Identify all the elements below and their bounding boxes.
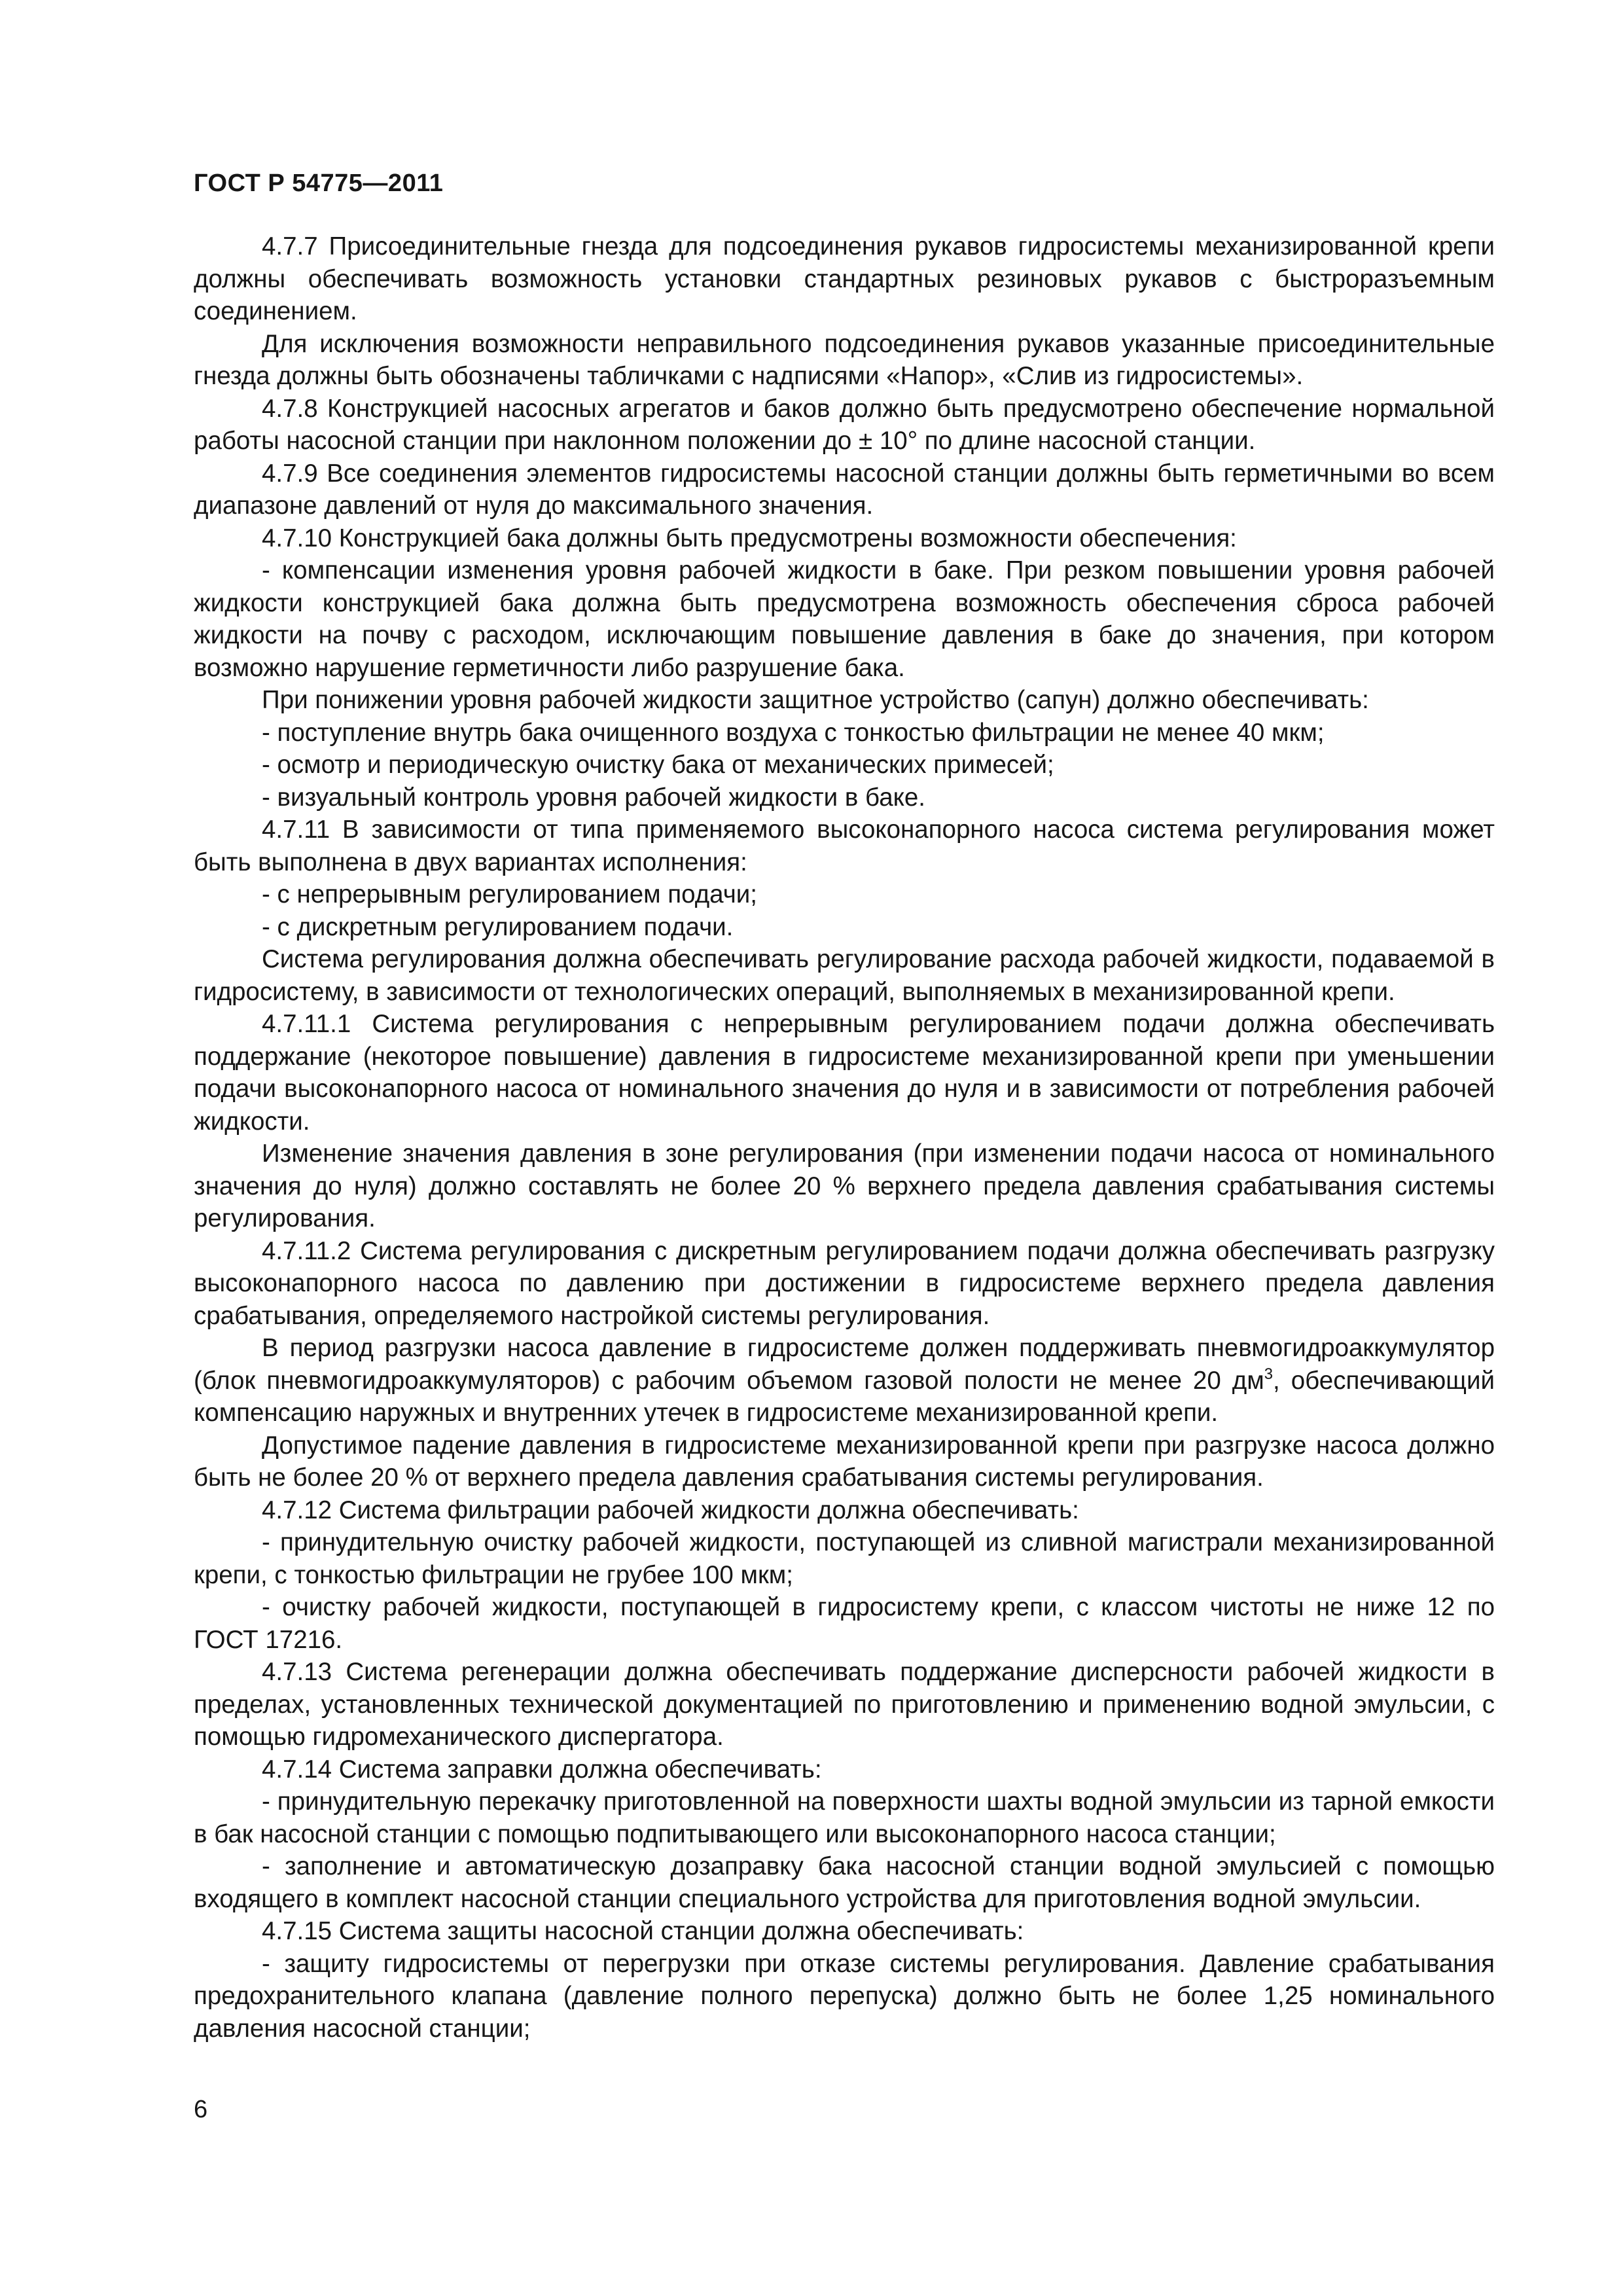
clause-4-7-14: 4.7.14 Система заправки должна обеспечивать:: [262, 1755, 822, 1784]
list-item-overload-protection: - защиту гидросистемы от перегрузки при отказе системы регулирования. Давление срабатывания предохранительного клапана (давление полного перепуска) должно быть не более 1,25 номинального давления насосной станции;: [194, 1949, 1495, 2043]
list-item-forced-pumping: - принудительную перекачку приготовленной на поверхности шахты водной эмульсии из тарной емкости в бак насосной станции с помощью подпитывающего или высоконапорного насоса станции;: [194, 1787, 1495, 1848]
list-item-discrete-regulation: - с дискретным регулированием подачи.: [262, 912, 734, 941]
paragraph-regulation-system: Система регулирования должна обеспечивать регулирование расхода рабочей жидкости, подаваемой в гидросистему, в зависимости от технологических операций, выполняемых в механизированной крепи.: [194, 945, 1495, 1006]
list-item-tank-inspection: - осмотр и периодическую очистку бака от механических примесей;: [262, 751, 1054, 779]
clause-4-7-13: 4.7.13 Система регенерации должна обеспечивать поддержание дисперсности рабочей жидкости в пределах, установленных технической документацией по приготовлению и применению водной эмульсии, с помощью гидромеханического диспергатора.: [194, 1658, 1495, 1751]
clause-4-7-12: 4.7.12 Система фильтрации рабочей жидкости должна обеспечивать:: [262, 1496, 1079, 1524]
list-item-continuous-regulation: - с непрерывным регулированием подачи;: [262, 880, 757, 908]
clause-4-7-11-1: 4.7.11.1 Система регулирования с непрерывным регулированием подачи должна обеспечивать поддержание (некоторое повышение) давления в гидросистеме механизированной крепи при уменьшении подачи высоконапорного насоса от номинального значения до нуля и в зависимости от потребления рабочей жидкости.: [194, 1010, 1495, 1136]
clause-4-7-7: 4.7.7 Присоединительные гнезда для подсоединения рукавов гидросистемы механизированной крепи должны обеспечивать возможность установки стандартных резиновых рукавов с быстроразъемным соединением.: [194, 232, 1495, 325]
list-item-forced-cleaning: - принудительную очистку рабочей жидкости, поступающей из сливной магистрали механизированной крепи, с тонкостью фильтрации не грубее 100 мкм;: [194, 1528, 1495, 1589]
clause-4-7-10: 4.7.10 Конструкцией бака должны быть предусмотрены возможности обеспечения:: [262, 524, 1237, 552]
list-item-level-compensation: - компенсации изменения уровня рабочей жидкости в баке. При резком повышении уровня рабочей жидкости конструкцией бака должна быть предусмотрена возможность обеспечения сброса рабочей жидкости на почву с расходом, исключающим повышение давления в баке до значения, при котором возможно нарушение герметичности либо разрушение бака.: [194, 556, 1495, 682]
list-item-cleanliness-class: - очистку рабочей жидкости, поступающей в гидросистему крепи, с классом чистоты не ниже 12 по ГОСТ 17216.: [194, 1593, 1495, 1654]
list-item-air-intake: - поступление внутрь бака очищенного воздуха с тонкостью фильтрации не менее 40 мкм;: [262, 718, 1325, 747]
clause-4-7-15: 4.7.15 Система защиты насосной станции должна обеспечивать:: [262, 1917, 1024, 1945]
clause-4-7-9: 4.7.9 Все соединения элементов гидросистемы насосной станции должны быть герметичными во всем диапазоне давлений от нуля до максимального значения.: [194, 459, 1495, 520]
paragraph-accumulator: [194, 1332, 1495, 1429]
clause-4-7-11-2: 4.7.11.2 Система регулирования с дискретным регулированием подачи должна обеспечивать разгрузку высоконапорного насоса по давлению при достижении в гидросистеме верхнего предела давления срабатывания, определяемого настройкой системы регулирования.: [194, 1236, 1495, 1330]
page-number: 6: [194, 2096, 208, 2123]
cubic-superscript: 3: [1264, 1365, 1274, 1383]
list-item-level-control: - визуальный контроль уровня рабочей жидкости в баке.: [262, 783, 925, 812]
document-body: [194, 230, 1495, 2045]
paragraph-pressure-change: Изменение значения давления в зоне регулирования (при изменении подачи насоса от номинального значения до нуля) должно составлять не более 20 % верхнего предела давления срабатывания системы регулирования.: [194, 1139, 1495, 1232]
accumulator-text-tail: , обеспечивающий компенсацию наружных и внутренних утечек в гидросистеме механизированной крепи.: [194, 1366, 1495, 1427]
accumulator-text: В период разгрузки насоса давление в гидросистеме должен поддерживать пневмогидроаккумулятор (блок пневмогидроаккумуляторов) с рабочим объемом газовой полости не менее 20 дм: [194, 1334, 1495, 1395]
paragraph-pressure-drop: Допустимое падение давления в гидросистеме механизированной крепи при разгрузке насоса должно быть не более 20 % от верхнего предела давления срабатывания системы регулирования.: [194, 1431, 1495, 1492]
paragraph-breather: При понижении уровня рабочей жидкости защитное устройство (сапун) должно обеспечивать:: [262, 686, 1369, 714]
clause-4-7-8: 4.7.8 Конструкцией насосных агрегатов и баков должно быть предусмотрено обеспечение нормальной работы насосной станции при наклонном положении до ± 10° по длине насосной станции.: [194, 394, 1495, 455]
standard-designation: ГОСТ Р 54775—2011: [194, 170, 444, 197]
clause-4-7-11: 4.7.11 В зависимости от типа применяемого высоконапорного насоса система регулирования может быть выполнена в двух вариантах исполнения:: [194, 816, 1495, 876]
list-item-auto-refill: - заполнение и автоматическую дозаправку бака насосной станции водной эмульсией с помощью входящего в комплект насосной станции специального устройства для приготовления водной эмульсии.: [194, 1852, 1495, 1913]
paragraph-socket-labels: Для исключения возможности неправильного подсоединения рукавов указанные присоединительные гнезда должны быть обозначены табличками с надписями «Напор», «Слив из гидросистемы».: [194, 329, 1495, 390]
